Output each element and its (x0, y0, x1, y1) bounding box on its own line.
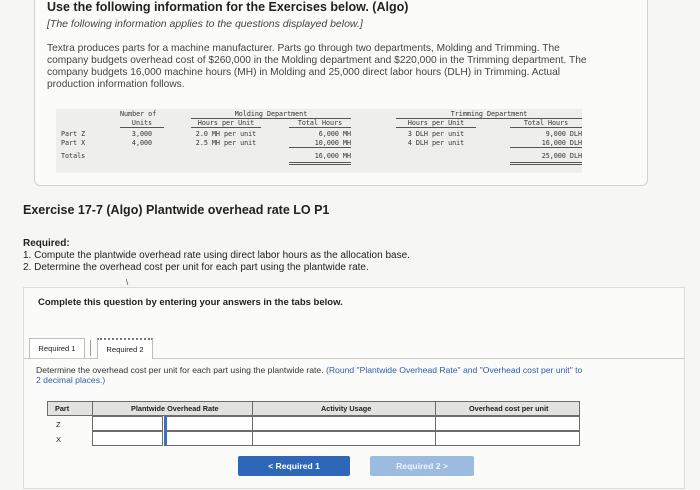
grid-header-usage (252, 401, 436, 416)
info-line: company budgets 16,000 machine hours (MH) in Molding and 25,000 direct labor hours (DLH) in Trimming. Actual (47, 67, 561, 78)
tab-separator (90, 340, 91, 356)
exercise-title: Exercise 17-7 (Algo) Plantwide overhead rate LO P1 (23, 203, 330, 217)
table-cell-molding-total: 10,000 MH (289, 139, 351, 148)
rounding-note: (Round "Plantwide Overhead Rate" and "Overhead cost per unit" to (325, 365, 583, 375)
header-units-1: Number of (120, 110, 157, 118)
double-underline (510, 162, 582, 165)
info-title: Use the following information for the Exercises below. (Algo) (47, 0, 409, 14)
header-molding-hpu: Hours per Unit (191, 119, 261, 128)
previous-button[interactable]: < Required 1 (238, 456, 350, 476)
info-line: production information follows. (47, 79, 185, 90)
grid-header-part (47, 401, 93, 416)
answer-grid (47, 401, 580, 446)
table-total-trimming: 25,000 DLH (541, 152, 582, 160)
table-cell-trimming-total: 9,000 DLH (545, 130, 582, 138)
double-underline (289, 162, 351, 165)
table-row-part: Part X (61, 139, 86, 147)
header-trimming-total: Total Hours (510, 119, 582, 128)
header-molding: Molding Department (191, 110, 351, 119)
header-trimming: Trimming Department (396, 110, 582, 119)
usage-input-x[interactable] (252, 431, 436, 446)
rate-input-x[interactable] (92, 431, 163, 446)
rate-input-x-2[interactable] (164, 431, 253, 446)
grid-header-usage-label: Activity Usage (321, 404, 372, 413)
text-cursor: \ (126, 278, 129, 287)
table-cell-molding-total: 6,000 MH (318, 130, 351, 138)
info-subtitle: [The following information applies to the questions displayed below.] (47, 18, 363, 30)
grid-header-rate (92, 401, 253, 416)
table-cell-units: 4,000 (131, 139, 153, 147)
grid-row-part: X (56, 435, 62, 444)
info-paragraph (47, 43, 639, 91)
grid-header-part-label: Part (55, 404, 70, 413)
usage-input-z[interactable] (252, 416, 436, 431)
grid-row-part: Z (56, 420, 61, 429)
table-cell-molding-hpu: 2.5 MH per unit (195, 139, 257, 147)
tab-required-2[interactable]: Required 2 (97, 338, 153, 359)
question-main: Determine the overhead cost per unit for each part using the plantwide rate. (36, 365, 324, 375)
rate-input-z[interactable] (92, 416, 163, 431)
complete-instructions: Complete this question by entering your answers in the tabs below. (38, 297, 343, 308)
table-totals-label: Totals (61, 152, 86, 160)
grid-header-rate-label: Plantwide Overhead Rate (131, 404, 219, 413)
grid-header-cost (435, 401, 580, 416)
table-cell-molding-hpu: 2.0 MH per unit (195, 130, 257, 138)
cost-input-x[interactable] (435, 431, 580, 446)
header-molding-total: Total Hours (289, 119, 351, 128)
tab-required-1[interactable]: Required 1 (29, 338, 85, 358)
required-heading: Required: (23, 238, 70, 249)
required-item-1: 1. Compute the plantwide overhead rate using direct labor hours as the allocation base. (23, 250, 410, 261)
required-item-2: 2. Determine the overhead cost per unit for each part using the plantwide rate. (23, 262, 369, 273)
info-line: Textra produces parts for a machine manufacturer. Parts go through two departments, Molding and Trimming. The (47, 43, 560, 54)
next-button[interactable]: Required 2 > (370, 456, 474, 476)
table-row-part: Part Z (61, 130, 86, 138)
grid-header-cost-label: Overhead cost per unit (469, 404, 549, 413)
table-cell-trimming-hpu: 4 DLH per unit (407, 139, 465, 147)
rate-input-z-2[interactable] (164, 416, 253, 431)
info-line: company budgets overhead cost of $260,000 in the Molding department and $220,000 in the Trimming department. The (47, 55, 587, 66)
table-total-molding: 16,000 MH (314, 152, 351, 160)
header-units-2: Units (120, 119, 164, 128)
table-cell-units: 3,000 (131, 130, 153, 138)
rounding-note-cont: 2 decimal places.) (36, 375, 106, 385)
table-cell-trimming-hpu: 3 DLH per unit (407, 130, 465, 138)
answer-panel (23, 287, 685, 489)
table-cell-trimming-total: 16,000 DLH (510, 139, 582, 148)
question-text (36, 365, 676, 385)
tab-bar (24, 338, 684, 359)
info-card (34, 0, 648, 186)
production-table (56, 109, 582, 173)
cost-input-z[interactable] (435, 416, 580, 431)
header-trimming-hpu: Hours per Unit (396, 119, 476, 128)
